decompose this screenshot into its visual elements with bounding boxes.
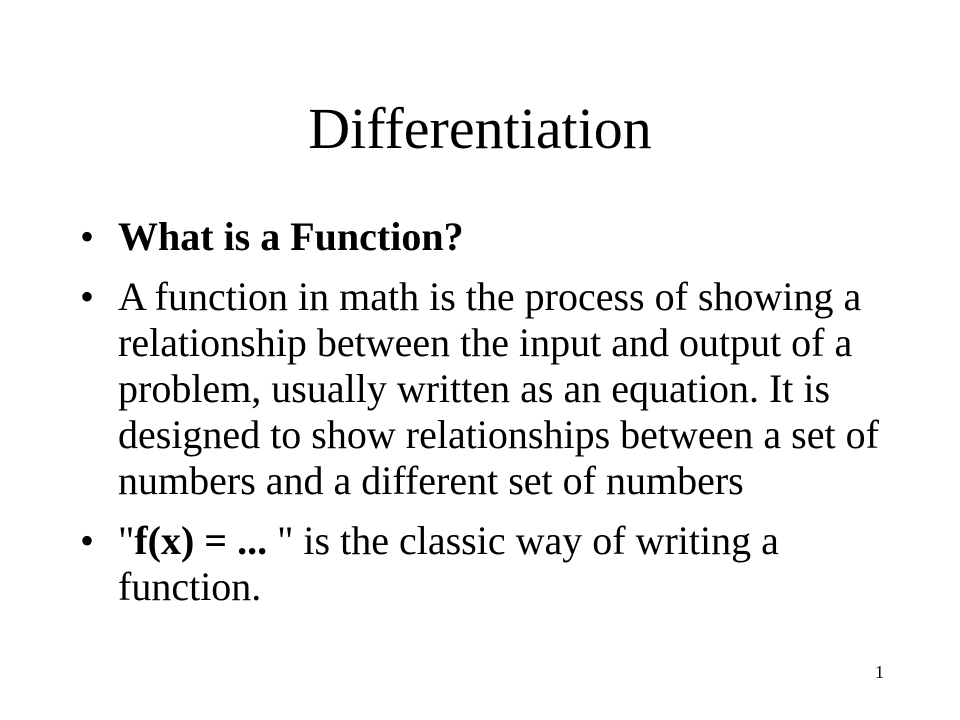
bullet-item-what-is-function <box>80 214 880 260</box>
quote-close: " <box>267 518 294 563</box>
bullet-list <box>80 214 880 624</box>
bullet-item-definition <box>80 274 880 504</box>
bullet-marker: • <box>80 214 95 259</box>
bullet-marker: • <box>80 274 95 319</box>
bullet-item-notation <box>80 518 880 610</box>
bullet-text-definition: A function in math is the process of showing a relationship between the input and output of a problem, usually written as an equation. It is designed to show relationships between a set of numbers and a different set of numbers <box>118 274 879 503</box>
quote-open: " <box>118 518 135 563</box>
slide-number: 1 <box>875 662 884 682</box>
bullet-text-notation: is the classic way of writing a function. <box>118 518 779 609</box>
bullet-marker: • <box>80 518 95 563</box>
function-notation: f(x) = ... <box>134 518 268 563</box>
bullet-text-heading: What is a Function? <box>118 214 464 259</box>
slide-title: Differentiation <box>308 96 652 161</box>
